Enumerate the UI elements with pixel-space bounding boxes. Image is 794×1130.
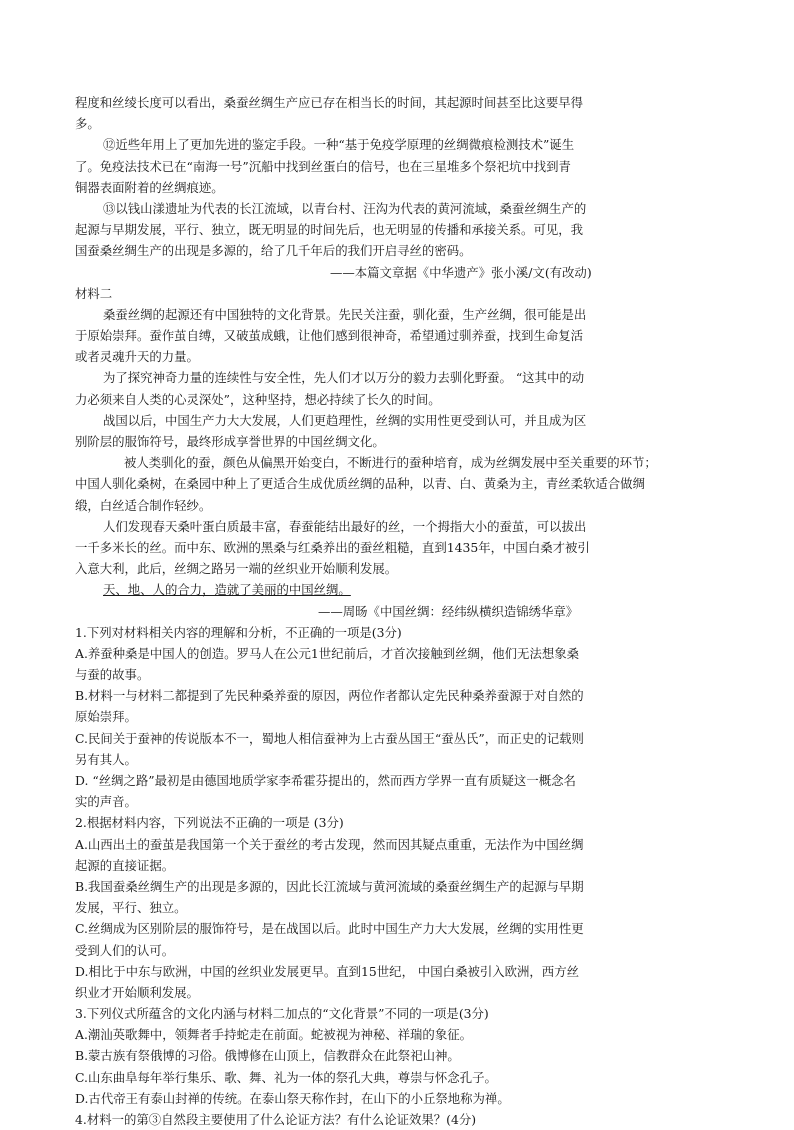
paragraph-line: 起源与早期发展，平行、独立，既无明显的时间先后，也无明显的传播和承接关系。可见，我 [75, 222, 584, 238]
paragraph-line: 人们发现春天桑叶蛋白质最丰富，春蚕能结出最好的丝，一个拇指大小的蚕茧，可以拔出 [103, 518, 587, 534]
option-line: A.养蚕种桑是中国人的创造。罗马人在公元1世纪前后，才首次接触到丝绸，他们无法想象桑 [75, 645, 580, 661]
paragraph-line: 铜器表面附着的丝绸痕迹。 [75, 179, 224, 195]
question-1-stem: 1.下列对材料相关内容的理解和分析，不正确的一项是(3分) [75, 624, 402, 640]
paragraph-line: 为了探究神奇力量的连续性与安全性，先人们才以万分的毅力去驯化野蚕。 “这其中的动 [103, 370, 585, 386]
paragraph-line: 中国人驯化桑树，在桑园中种上了更适合生成优质丝绸的品种，以青、白、黄桑为主，青丝柔软适合做绸 [75, 476, 645, 492]
option-line: D.相比于中东与欧洲，中国的丝织业发展更早。直到15世纪， 中国白桑被引入欧洲，西方丝 [75, 963, 579, 979]
source-citation: ——本篇文章据《中华遗产》张小溪/文(有改动) [330, 264, 592, 280]
question-2-stem: 2.根据材料内容，下列说法不正确的一项是 (3分) [75, 815, 344, 831]
option-line: 发展，平行、独立。 [75, 900, 187, 916]
option-line: 原始崇拜。 [75, 709, 137, 725]
option-line: C.丝绸成为区别阶层的服饰符号，是在战国以后。此时中国生产力大大发展，丝绸的实用性更 [75, 921, 584, 937]
option-line: B.材料一与材料二都提到了先民种桑养蚕的原因，两位作者都认定先民种桑养蚕源于对自然的 [75, 688, 584, 704]
option-line: B.我国蚕桑丝绸生产的出现是多源的，因此长江流域与黄河流域的桑蚕丝绸生产的起源与早期 [75, 878, 584, 894]
underlined-conclusion: 天、地、人的合力，造就了美丽的中国丝绸。 [103, 582, 351, 598]
paragraph-line: 多。 [75, 116, 100, 132]
paragraph-line: 桑蚕丝绸的起源还有中国独特的文化背景。先民关注蚕，驯化蚕，生产丝绸，很可能是出 [103, 306, 587, 322]
option-line: C.民间关于蚕神的传说版本不一，蜀地人相信蚕神为上古蚕丛国王“蚕丛氏”，而正史的记载则 [75, 730, 584, 746]
option-line: 起源的直接证据。 [75, 857, 175, 873]
option-line: 另有其人。 [75, 751, 137, 767]
paragraph-line: 别阶层的服饰符号，最终形成享誉世界的中国丝绸文化。 [75, 434, 385, 449]
question-3-stem: 3.下列仪式所蕴含的文化内涵与材料二加点的“文化背景”不同的一项是(3分) [75, 1006, 489, 1022]
section-heading: 材料二 [75, 285, 113, 301]
option-line: 与蚕的故事。 [75, 667, 150, 683]
option-line: 实的声音。 [75, 794, 137, 810]
paragraph-line: 或者灵魂升天的力量。 [75, 349, 199, 365]
option-line: C.山东曲阜每年举行集乐、歌、舞、礼为一体的祭孔大典，尊崇与怀念孔子。 [75, 1069, 497, 1085]
paragraph-line: 战国以后，中国生产力大大发展，人们更趋理性，丝绸的实用性更受到认可，并且成为区 [103, 412, 587, 428]
option-line: B.蒙古族有祭俄博的习俗。俄博修在山顶上，信教群众在此祭祀山神。 [75, 1048, 460, 1064]
paragraph-line: ⑬以钱山漾遗址为代表的长江流域，以青台村、汪沟为代表的黄河流域，桑蚕丝绸生产的 [103, 200, 587, 216]
paragraph-line: 国蚕桑丝绸生产的出现是多源的，给了几千年后的我们开启寻丝的密码。 [75, 243, 472, 259]
paragraph-line: 力必须来自人类的心灵深处”，这种坚持，想必持续了长久的时间。 [75, 391, 441, 407]
paragraph-line: ⑫近些年用上了更加先进的鉴定手段。一种“基于免疫学原理的丝绸微痕检测技术”诞生 [103, 137, 575, 153]
paragraph-line: 入意大利，此后，丝绸之路另一端的丝织业开始顺利发展。 [75, 561, 398, 577]
paragraph-line: 于原始崇拜。蚕作茧自缚，又破茧成蛾，让他们感到很神奇，希望通过驯养蚕，找到生命复活 [75, 328, 584, 344]
paragraph-line: 程度和丝绫长度可以看出，桑蚕丝绸生产应已存在相当长的时间，其起源时间甚至比这要早得 [75, 95, 584, 110]
paragraph-line: 一千多米长的丝。而中东、欧洲的黑桑与红桑养出的蚕丝粗糙，直到1435年，中国白桑才被引 [75, 539, 590, 555]
paragraph-line: 缎，白丝适合制作轻纱。 [75, 497, 212, 513]
option-line: D.古代帝王有泰山封禅的传统。在泰山祭天称作封，在山下的小丘祭地称为禅。 [75, 1090, 510, 1106]
option-line: 受到人们的认可。 [75, 942, 175, 958]
source-citation: ——周旸《中国丝绸：经纬纵横织造锦绣华章》 [318, 603, 579, 619]
question-4-stem: 4.材料一的第③自然段主要使用了什么论证方法？有什么论证效果？(4分) [75, 1112, 477, 1127]
paragraph-line: 被人类驯化的蚕，颜色从偏黑开始变白，不断进行的蚕种培育，成为丝绸发展中至关重要的环节； [124, 455, 657, 471]
option-line: 织业才开始顺利发展。 [75, 984, 199, 1000]
option-line: D. “丝绸之路”最初是由德国地质学家李希霍芬提出的，然而西方学界一直有质疑这一概念名 [75, 773, 576, 788]
paragraph-line: 了。免疫法技术已在“南海一号”沉船中找到丝蛋白的信号，也在三星堆多个祭祀坑中找到青 [75, 158, 571, 174]
option-line: A.潮汕英歌舞中，领舞者手持蛇走在前面。蛇被视为神秘、祥瑞的象征。 [75, 1027, 472, 1043]
option-line: A.山西出土的蚕茧是我国第一个关于蚕丝的考古发现，然而因其疑点重重，无法作为中国丝绸 [75, 836, 584, 852]
